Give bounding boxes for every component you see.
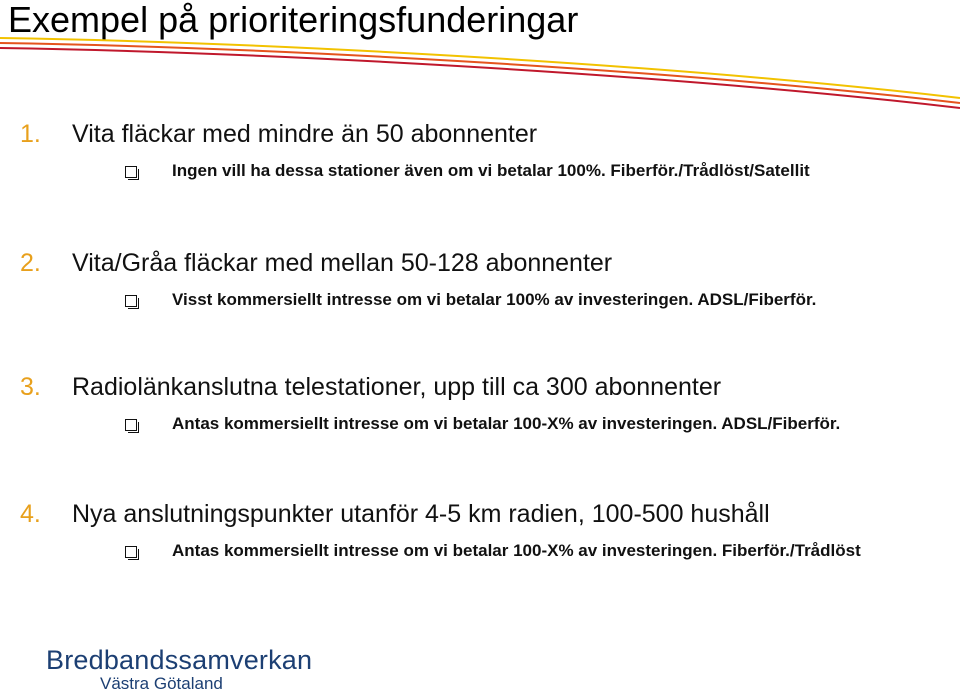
list-item: [0, 372, 960, 462]
item-heading: Vita fläckar med mindre än 50 abonnenter: [72, 120, 538, 148]
item-number: 1.: [20, 120, 41, 148]
list-item: [0, 499, 960, 589]
bredbandssamverkan-logo: [46, 645, 313, 693]
checkbox-bullet-icon: [125, 166, 137, 178]
item-heading: Vita/Gråa fläckar med mellan 50-128 abonnenter: [72, 249, 613, 277]
checkbox-bullet-icon: [125, 546, 137, 558]
checkbox-bullet-icon: [125, 295, 137, 307]
item-heading: Nya anslutningspunkter utanför 4-5 km radien, 100-500 hushåll: [72, 500, 770, 528]
list-item: [0, 248, 960, 338]
item-number: 4.: [20, 500, 41, 528]
decorative-swoosh-lines: [0, 0, 960, 110]
page-title: Exempel på prioriteringsfunderingar: [8, 0, 579, 40]
logo-region: Västra Götaland: [100, 674, 223, 693]
item-sub-bullet: Antas kommersiellt intresse om vi betalar 100-X% av investeringen. Fiberför./Trådlöst: [172, 541, 861, 560]
item-heading: Radiolänkanslutna telestationer, upp till ca 300 abonnenter: [72, 373, 722, 401]
item-sub-bullet: Visst kommersiellt intresse om vi betalar 100% av investeringen. ADSL/Fiberför.: [172, 290, 817, 309]
item-number: 2.: [20, 249, 41, 277]
list-item: [0, 119, 960, 209]
item-number: 3.: [20, 373, 41, 401]
checkbox-bullet-icon: [125, 419, 137, 431]
item-sub-bullet: Ingen vill ha dessa stationer även om vi betalar 100%. Fiberför./Trådlöst/Satellit: [172, 161, 810, 180]
logo-wordmark: Bredbandssamverkan: [46, 645, 313, 675]
item-sub-bullet: Antas kommersiellt intresse om vi betalar 100-X% av investeringen. ADSL/Fiberför.: [172, 414, 841, 433]
